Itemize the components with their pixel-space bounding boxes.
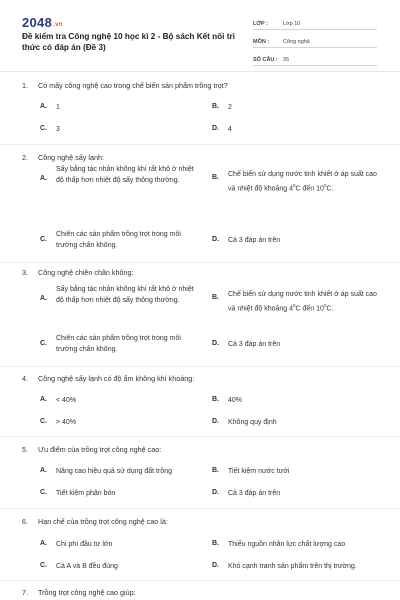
- meta-value: Lớp 10: [283, 21, 301, 27]
- site-logo[interactable]: [22, 15, 63, 30]
- logo-suffix: .vn: [53, 22, 63, 28]
- meta-row-subject: [253, 33, 377, 48]
- meta-value: Công nghệ: [283, 39, 310, 45]
- question-divider: [0, 366, 400, 367]
- answer-option[interactable]: C. Chiên các sản phẩm trồng trọt trong môi trường chân không.: [40, 231, 181, 249]
- answer-option[interactable]: B. Chế biến sử dụng nước tinh khiết ở áp suất cao và nhiệt độ khoảng $4^0C$ đến $10^0C$.: [212, 171, 377, 192]
- question-divider: [0, 580, 400, 581]
- exam-meta: [253, 15, 377, 69]
- logo-text: 2048: [22, 15, 53, 30]
- question-text: 6. Hạn chế của trồng trọt công nghệ cao là:: [22, 517, 168, 526]
- answer-option[interactable]: C. Chiên các sản phẩm trồng trọt trong môi trường chân không.: [40, 335, 181, 353]
- meta-value: 26: [283, 57, 290, 63]
- meta-row-class: [253, 15, 377, 30]
- meta-label: SỐ CÂU :: [253, 57, 278, 63]
- exam-header: [0, 0, 400, 70]
- question-text: 4. Công nghệ sấy lạnh có độ ẩm không khí khoảng:: [22, 374, 195, 383]
- question-divider: [0, 508, 400, 509]
- question-divider: [0, 436, 400, 437]
- question-divider: [0, 262, 400, 263]
- question-text: 5. Ưu điểm của trồng trọt công nghệ cao:: [22, 445, 162, 454]
- header-divider: [0, 71, 400, 72]
- exam-title: Đề kiểm tra Công nghệ 10 học kì 2 - Bộ sách Kết nối tri thức có đáp án (Đề 3): [22, 32, 235, 52]
- answer-option[interactable]: A. Sấy bằng tác nhân không khí rất khô ở nhiệt độ thấp hơn nhiệt độ sấy thông thường.: [40, 286, 194, 304]
- question-text: 7. Trồng trọt công nghệ cao giúp:: [22, 588, 136, 597]
- meta-label: MÔN :: [253, 39, 270, 45]
- question-text: 2. Công nghệ sấy lạnh:: [22, 153, 104, 162]
- meta-row-count: [253, 51, 377, 66]
- question-text: 3. Công nghệ chiên chân không:: [22, 268, 134, 277]
- meta-label: LỚP :: [253, 21, 268, 27]
- answer-option[interactable]: B. Chế biến sử dụng nước tinh khiết ở áp suất cao và nhiệt độ khoảng $4^0C$ đến $10^0C$.: [212, 291, 377, 312]
- question-text: 1. Có mấy công nghệ cao trong chế biến sản phẩm trồng trọt?: [22, 81, 228, 90]
- answer-option[interactable]: A. Sấy bằng tác nhân không khí rất khô ở nhiệt độ thấp hơn nhiệt độ sấy thông thường.: [40, 166, 194, 184]
- question-divider: [0, 144, 400, 145]
